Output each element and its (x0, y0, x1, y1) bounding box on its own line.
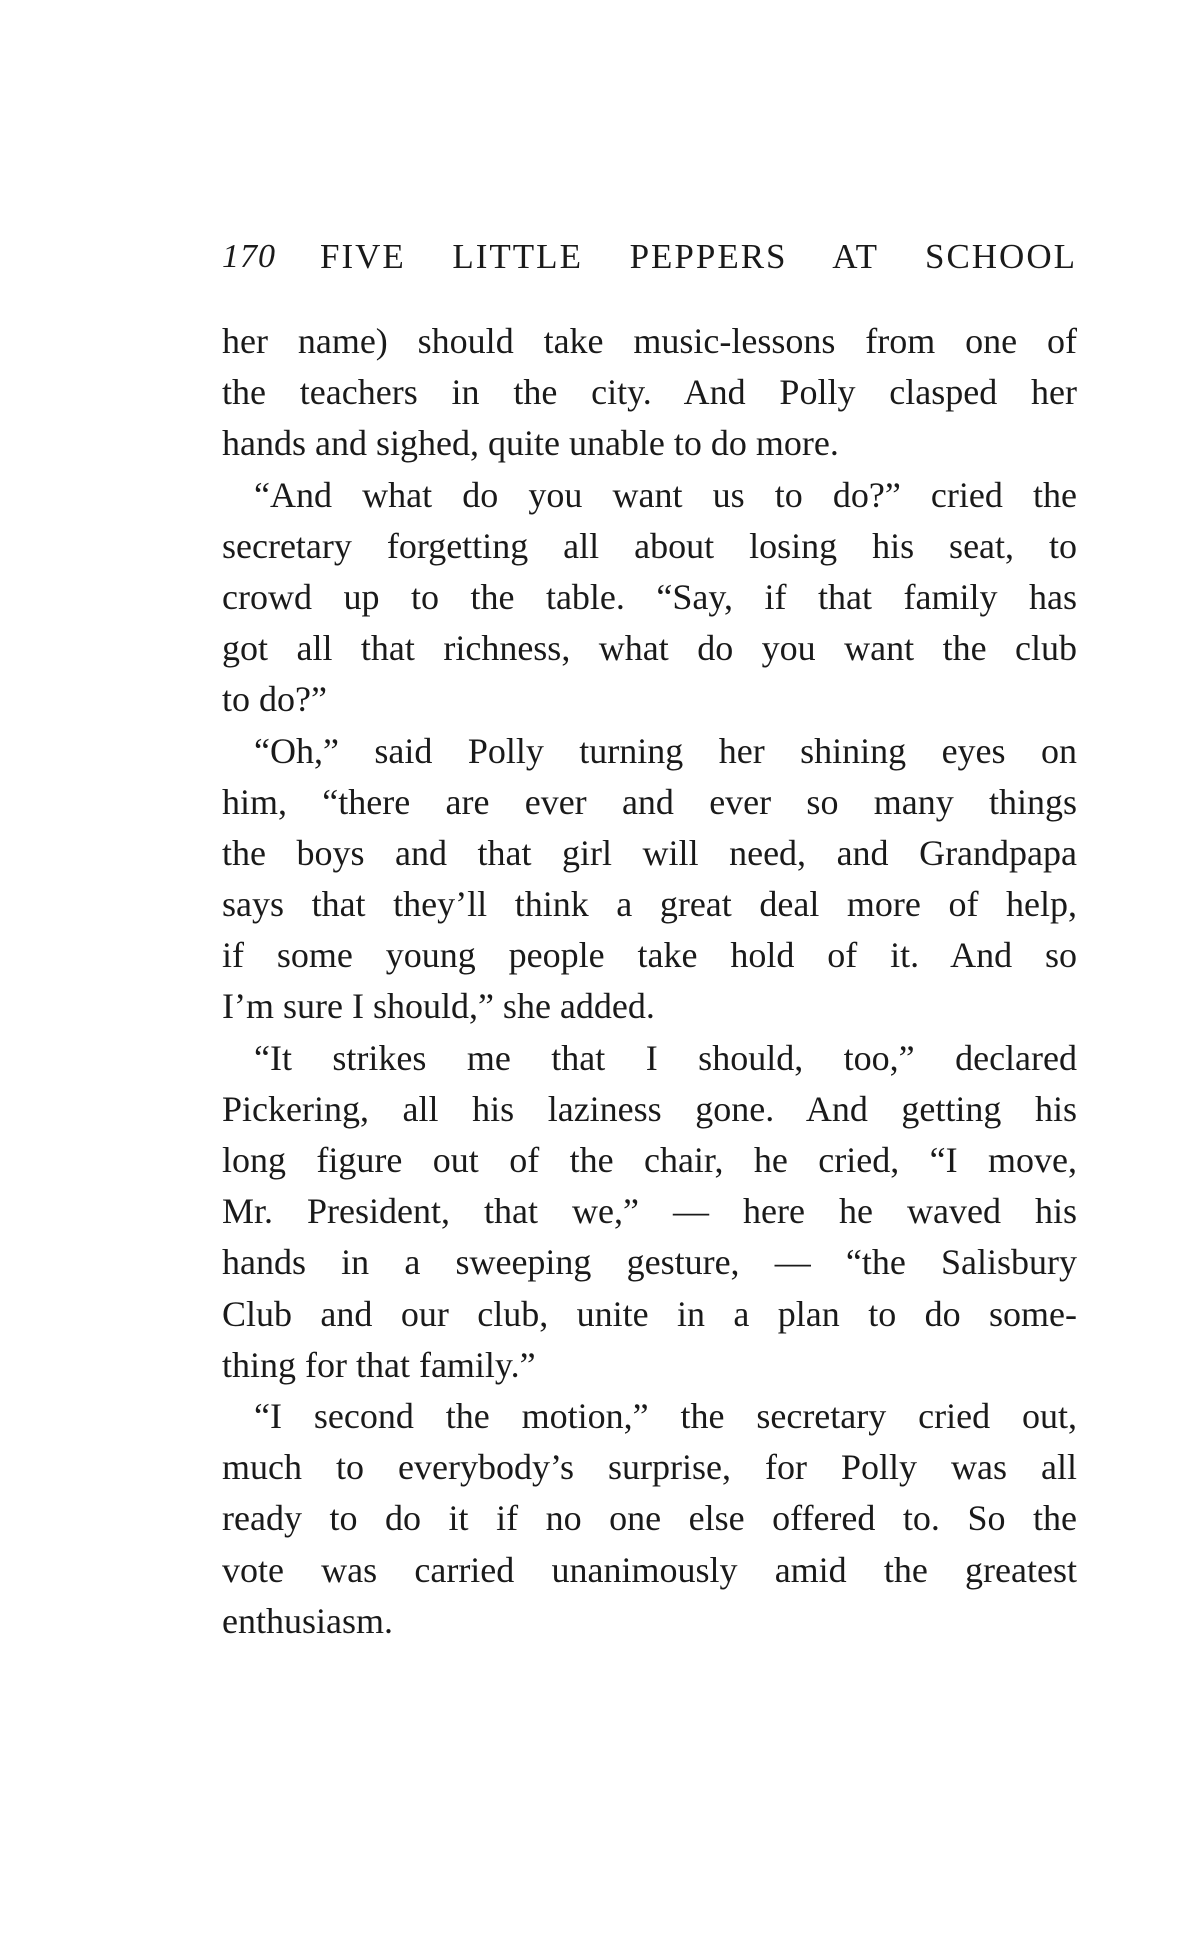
running-title: FIVE LITTLE PEPPERS AT SCHOOL (320, 237, 1077, 276)
text-line: her name) should take music-lessons from one of (222, 321, 1077, 361)
text-line: got all that richness, what do you want the club (222, 628, 1077, 669)
text-line: “Oh,” said Polly turning her shining eyes on (254, 730, 1077, 771)
text-line: Mr. President, that we,” — here he waved his (222, 1191, 1077, 1232)
text-line: much to everybody’s surprise, for Polly was all (222, 1447, 1077, 1488)
text-line: thing for that family.” (222, 1344, 536, 1385)
text-line: “I second the motion,” the secretary cried out, (254, 1395, 1077, 1436)
text-line: hands and sighed, quite unable to do more. (222, 423, 839, 464)
text-line: hands in a sweeping gesture, — “the Salisbury (222, 1242, 1077, 1283)
text-line: if some young people take hold of it. And so (222, 935, 1077, 976)
text-line: ready to do it if no one else offered to. So the (222, 1498, 1077, 1539)
body-text (222, 316, 1077, 1647)
text-line: “And what do you want us to do?” cried the (254, 474, 1077, 515)
text-line: “It strikes me that I should, too,” declared (254, 1037, 1077, 1078)
text-line: to do?” (222, 679, 327, 720)
text-line: the boys and that girl will need, and Grandpapa (222, 832, 1077, 873)
text-line: secretary forgetting all about losing his seat, to (222, 525, 1077, 566)
text-line: him, “there are ever and ever so many things (222, 781, 1077, 822)
text-line: says that they’ll think a great deal more of help, (222, 884, 1077, 925)
text-line: vote was carried unanimously amid the greatest (222, 1549, 1077, 1590)
text-line: long figure out of the chair, he cried, “I move, (222, 1140, 1077, 1180)
text-line: Club and our club, unite in a plan to do some- (222, 1293, 1077, 1334)
text-line: enthusiasm. (222, 1600, 393, 1641)
text-line: the teachers in the city. And Polly clasped her (222, 372, 1077, 413)
running-head (222, 232, 1077, 282)
text-line: Pickering, all his laziness gone. And getting his (222, 1088, 1077, 1129)
text-line: crowd up to the table. “Say, if that family has (222, 576, 1077, 617)
text-line: I’m sure I should,” she added. (222, 986, 655, 1027)
page-number: 170 (222, 238, 276, 275)
